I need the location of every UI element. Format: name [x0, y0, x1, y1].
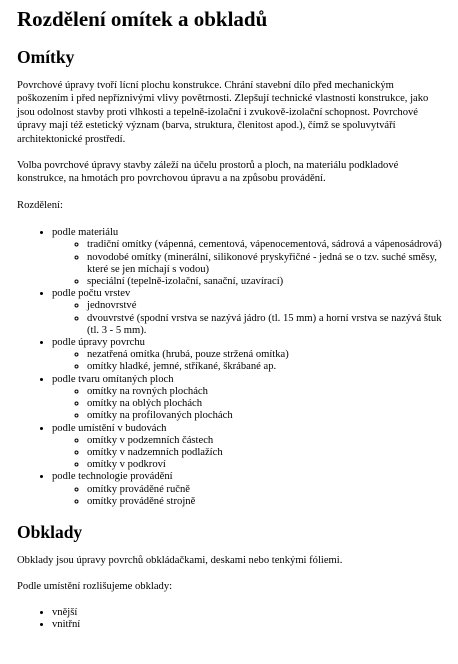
- list-item: ◦ omítky v podkroví: [87, 459, 446, 471]
- category-label: podle technologie provádění: [52, 471, 173, 483]
- list-item: ◦ jednovrstvé: [87, 300, 446, 312]
- sub-list: [52, 435, 446, 472]
- category-label: podle úpravy povrchu: [52, 337, 145, 349]
- list-item-category: [52, 288, 446, 337]
- list-item: ◦ novodobé omítky (minerální, silikonové pryskyřičné - jedná se o tzv. suché směsy, které se jen míchají s vodou): [87, 252, 446, 276]
- category-label: podle umístění v budovách: [52, 422, 167, 434]
- list-item: • vnitřní: [52, 619, 446, 631]
- list-item: ◦ nezatřená omítka (hrubá, pouze stržená omítka): [87, 349, 446, 361]
- omitky-category-list: [17, 227, 446, 508]
- sub-list: [52, 484, 446, 508]
- sub-list: [52, 349, 446, 373]
- sub-list: [52, 239, 446, 288]
- list-item: ◦ omítky prováděné strojně: [87, 496, 446, 508]
- sub-list: [52, 386, 446, 423]
- category-label: podle tvaru omítaných ploch: [52, 373, 174, 385]
- list-item: ◦ dvouvrstvé (spodní vrstva se nazývá jádro (tl. 15 mm) a horní vrstva se nazývá štuk (tl. 3 - 5 mm).: [87, 313, 446, 337]
- sub-list: [52, 300, 446, 337]
- list-item: ◦ omítky v podzemních částech: [87, 435, 446, 447]
- list-item-category: [52, 227, 446, 288]
- list-item-category: [52, 471, 446, 508]
- list-item-category: [52, 423, 446, 472]
- rozdeleni-label: Rozdělení:: [17, 199, 63, 211]
- obklady-list: [17, 607, 446, 631]
- obklady-intro-paragraph-1: Obklady jsou úpravy povrchů obkládačkami, deskami nebo tenkými fóliemi.: [17, 554, 343, 566]
- list-item: ◦ omítky na oblých plochách: [87, 398, 446, 410]
- obklady-intro-paragraph-2: Podle umístění rozlišujeme obklady:: [17, 581, 173, 593]
- list-item: ◦ omítky hladké, jemné, stříkané, škrábané ap.: [87, 361, 446, 373]
- list-item: ◦ omítky na rovných plochách: [87, 386, 446, 398]
- omitky-intro-paragraph-1: Povrchové úpravy tvoří lícní plochu konstrukce. Chrání stavební dílo před mechanickým poškozením i před nepříznivými vlivy povětrnosti. Zlepšují technické vlastnosti konstrukce, jako jsou odolnost stavby proti vlhkosti a tepelně-izolační i zvukově-izolační schopnost. Povrchové úpravy mají též estetický význam (barva, struktura, členitost apod.), čímž se spoluvytváří architektonické prostředí.: [17, 80, 429, 145]
- section-heading-obklady: Obklady: [17, 521, 83, 542]
- section-heading-omitky: Omítky: [17, 47, 75, 67]
- list-item: • vnější: [52, 607, 446, 619]
- list-item-category: [52, 374, 446, 423]
- list-item: ◦ tradiční omítky (vápenná, cementová, vápenocementová, sádrová a vápenosádrová): [87, 239, 446, 251]
- page-title: Rozdělení omítek a obkladů: [17, 7, 268, 31]
- category-label: podle počtu vrstev: [52, 288, 131, 300]
- list-item-category: [52, 337, 446, 374]
- list-item: ◦ omítky prováděné ručně: [87, 484, 446, 496]
- list-item: ◦ speciální (tepelně-izolační, sanační, uzavírací): [87, 276, 446, 288]
- category-label: podle materiálu: [52, 227, 119, 239]
- list-item: ◦ omítky na profilovaných plochách: [87, 410, 446, 422]
- list-item: ◦ omítky v nadzemních podlažích: [87, 447, 446, 459]
- omitky-intro-paragraph-2: Volba povrchové úpravy stavby záleží na účelu prostorů a ploch, na materiálu podkladové konstrukce, na hmotách pro povrchovou úpravu a na způsobu provádění.: [17, 160, 399, 185]
